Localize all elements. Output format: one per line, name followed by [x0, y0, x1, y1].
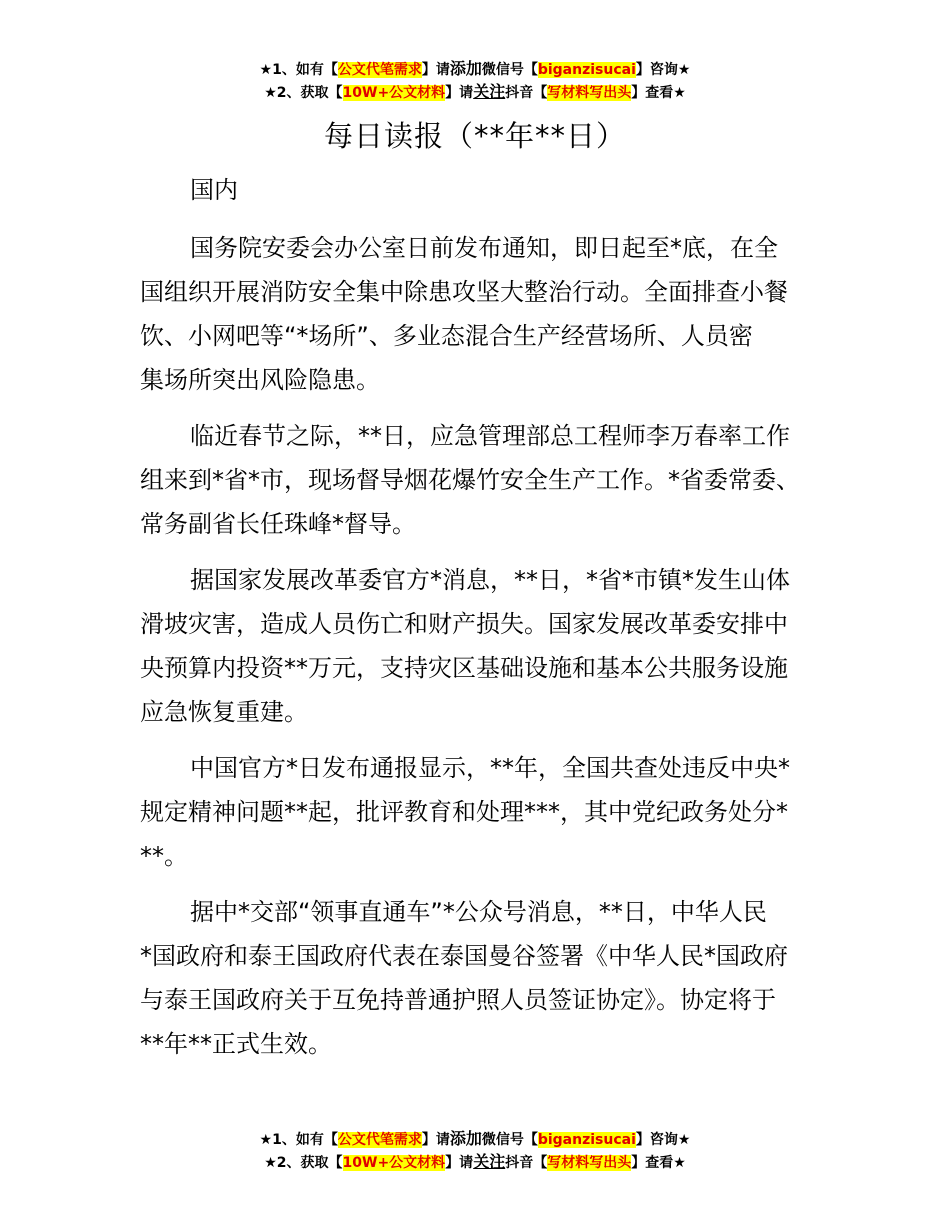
footer-line-1: ★1、如有【公文代笔需求】请添加微信号【biganzisucai】咨询★ — [259, 1129, 691, 1148]
banner-line-1: ★1、如有【公文代笔需求】请添加微信号【biganzisucai】咨询★ — [259, 59, 691, 78]
materials-highlight: 10W+公文材料 — [342, 85, 446, 101]
header-banner — [0, 58, 950, 104]
wechat-id-highlight: biganzisucai — [537, 1132, 636, 1148]
paragraph-5: 据中*交部“领事直通车”*公众号消息，**日，中华人民 *国政府和泰王国政府代表在泰国曼谷签署《中华人民*国政府 与泰王国政府关于互免持普通护照人员签证协定》。协定将于 **年**正式生效。 — [140, 898, 788, 1058]
paragraph-3: 据国家发展改革委官方*消息，**日，*省*市镇*发生山体 滑坡灾害，造成人员伤亡和财产损失。国家发展改革委安排中 央预算内投资**万元，支持灾区基础设施和基本公共服务设施 应急恢复重建。 — [140, 566, 790, 726]
douyin-account-highlight: 写材料写出头 — [547, 85, 632, 101]
footer-line-2: ★2、获取【10W+公文材料】请关注抖音【写材料写出头】查看★ — [264, 1152, 686, 1171]
writing-service-highlight: 公文代笔需求 — [337, 62, 422, 78]
document-body — [140, 168, 815, 1078]
banner-line-2: ★2、获取【10W+公文材料】请关注抖音【写材料写出头】查看★ — [264, 82, 686, 101]
writing-service-highlight: 公文代笔需求 — [337, 1132, 422, 1148]
douyin-account-highlight: 写材料写出头 — [547, 1155, 632, 1171]
document-title: 每日读报（**年**日） — [323, 119, 626, 153]
materials-highlight: 10W+公文材料 — [342, 1155, 446, 1171]
paragraph-1: 国务院安委会办公室日前发布通知，即日起至*底，在全 国组织开展消防安全集中除患攻坚大整治行动。全面排查小餐 饮、小网吧等“*场所”、多业态混合生产经营场所、人员密 集场所突出风险隐患。 — [140, 234, 788, 394]
section-heading: 国内 — [190, 176, 238, 204]
paragraph-2: 临近春节之际，**日，应急管理部总工程师李万春率工作 组来到*省*市，现场督导烟花爆竹安全生产工作。*省委常委、 常务副省长任珠峰*督导。 — [140, 422, 800, 538]
paragraph-4: 中国官方*日发布通报显示，**年，全国共查处违反中央* 规定精神问题**起，批评教育和处理***，其中党纪政务处分* **。 — [140, 754, 790, 870]
wechat-id-highlight: biganzisucai — [537, 62, 636, 78]
footer-banner — [0, 1128, 950, 1174]
